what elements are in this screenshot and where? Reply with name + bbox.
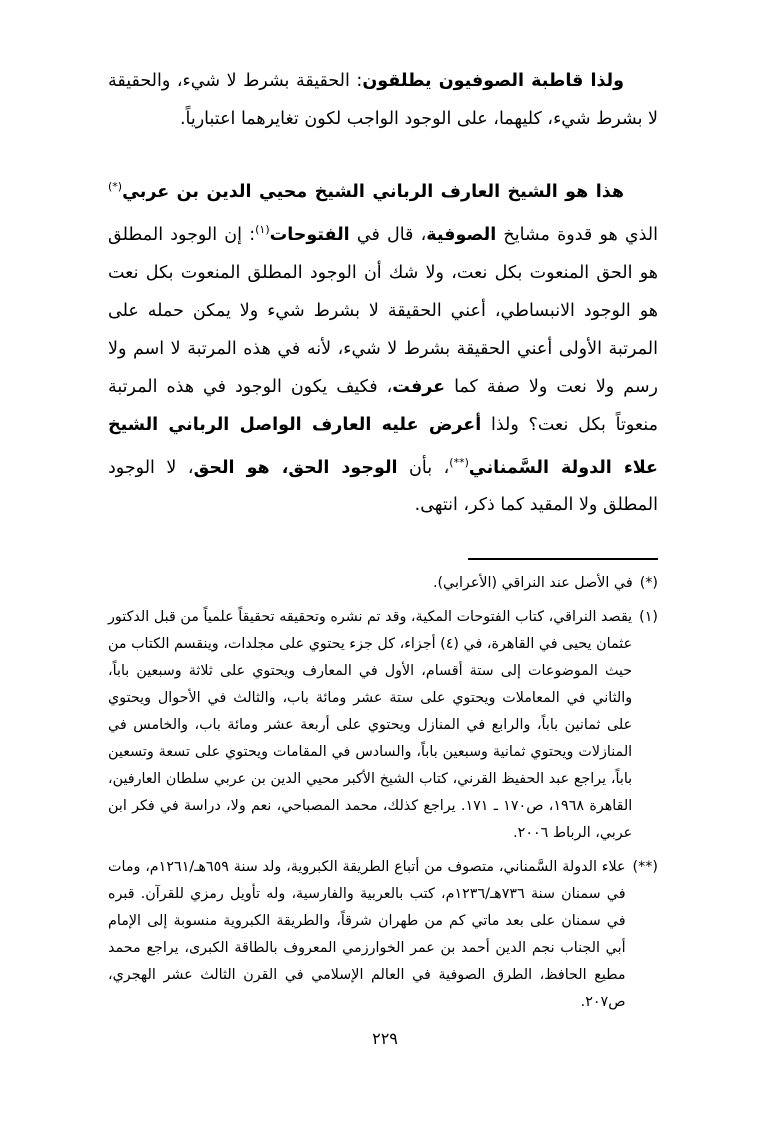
footnote-marker: (*) <box>639 575 658 592</box>
footnote-marker: (**) <box>632 859 658 876</box>
footnote-text: يقصد النراقي، كتاب الفتوحات المكية، وقد تم نشره وتحقيقه تحقيقاً علمياً من قبل الدكتور عثمان يحيى في القاهرة، في (٤) أجزاء، كل جزء يحتوي على مجلدات، وينقسم الكتاب من حيث الموضوعات إلى ستة أقسام، الأول في المعارف ويحتوي على ثلاثة وسبعين باباً، والثاني في المعاملات ويحتوي على ستة عشر ومائة باب، والثالث في الأحوال ويحتوي على ثمانين باباً، والرابع في المنازل ويحتوي على أربعة عشر ومائة باب، والخامس في المنازلات ويحتوي ثمانية وسبعين باباً، والسادس في المقامات ويحتوي على تسعة وتسعين باباً، يراجع عبد الحفيظ القرني، كتاب الشيخ الأكبر محيي الدين بن عربي سلطان العارفين، القاهرة ١٩٦٨، ص١٧٠ ـ ١٧١. يراجع كذلك، محمد المصباحي، نعم ولا، دراسة في فكر ابن عربي، الرباط ٢٠٠٦. <box>108 609 633 842</box>
footnote-ref-1[interactable]: (١) <box>255 222 270 236</box>
paragraph-2-run-9: عرفت <box>392 376 446 397</box>
paragraph-1-lead: ولذا قاطبة الصوفيون يطلقون <box>362 71 624 91</box>
footnote-text: علاء الدولة السَّمناني، متصوف من أتباع الطريقة الكبروية، ولد سنة ٦٥٩هـ/١٢٦١م، ومات في سمنان سنة ٧٣٦هـ/١٢٣٦م، كتب بالعربية والفارسية، وله تأويل رمزي للقرآن. قبره في سمنان على بعد ماتي كم من طهران شرقاً، والطريقة الكبروية منسوبة إلى الإمام أبي الجناب نجم الدين أحمد بن عمر الخوارزمي المعروف بالطاقة الكبرى، يراجع محمد مطيع الحافظ، الطرق الصوفية في العالم الإسلامي في القرن الثالث عشر الهجري، ص٢٠٧. <box>108 859 626 1011</box>
page-number: ٢٢٩ <box>372 1029 398 1048</box>
footnote-ref-double-asterisk[interactable]: (**) <box>449 455 469 469</box>
paragraph-1-rest: : الحقيقة بشرط لا شيء، والحقيقة لا بشرط شيء، كليهما، على الوجود الواجب لكون تغايرهما اعتبارياً. <box>108 71 658 129</box>
paragraph-2-run-13: ، بأن <box>397 457 450 478</box>
footnote-marker: (١) <box>639 609 658 626</box>
paragraph-2-run-1: هذا هو الشيخ العارف الرباني الشيخ محيي الدين بن عربي <box>122 181 624 202</box>
footnotes-block <box>108 570 658 1016</box>
footnote-text: في الأصل عند النراقي (الأعرابي). <box>432 575 633 592</box>
paragraph-2-run-4: الصوفية <box>426 224 497 245</box>
paragraph-2-run-11: أعرض عليه العارف الواصل الرباني الشيخ علاء الدولة السَّمناني <box>108 414 659 478</box>
paragraph-2-run-3: الذي هو قدوة مشايخ <box>496 224 658 245</box>
paragraph-2-run-5: ، قال في <box>349 224 427 245</box>
paragraph-2-run-8: : إن الوجود المطلق هو الحق المنعوت بكل نعت، ولا شك أن الوجود المطلق المنعوت بكل نعت هو الوجود الانبساطي، أعني الحقيقة لا بشرط شيء ولا يمكن حمله على المرتبة الأولى أعني الحقيقة بشرط لا شيء، لأنه في هذه المرتبة لا اسم ولا رسم ولا نعت ولا صفة كما <box>108 224 658 397</box>
body-text-block <box>108 62 658 524</box>
footnote-ref-asterisk[interactable]: (*) <box>108 180 123 193</box>
paragraph-2 <box>108 168 658 524</box>
paragraph-2-run-6: الفتوحات <box>269 224 350 245</box>
paragraph-2-run-14: الوجود الحق، هو الحق <box>193 457 398 478</box>
footnote-double-asterisk <box>108 854 658 1016</box>
footnote-1 <box>108 604 658 847</box>
footnote-asterisk <box>108 570 658 597</box>
paragraph-2-run-10: ، فكيف يكون الوجود في هذه المرتبة منعوتاً بكل نعت؟ ولذا <box>108 376 658 435</box>
paragraph-1 <box>108 62 658 138</box>
paragraph-2-run-15: ، لا الوجود المطلق ولا المقيد كما ذكر، انتهى. <box>108 457 658 516</box>
footnote-separator-rule <box>468 558 658 560</box>
